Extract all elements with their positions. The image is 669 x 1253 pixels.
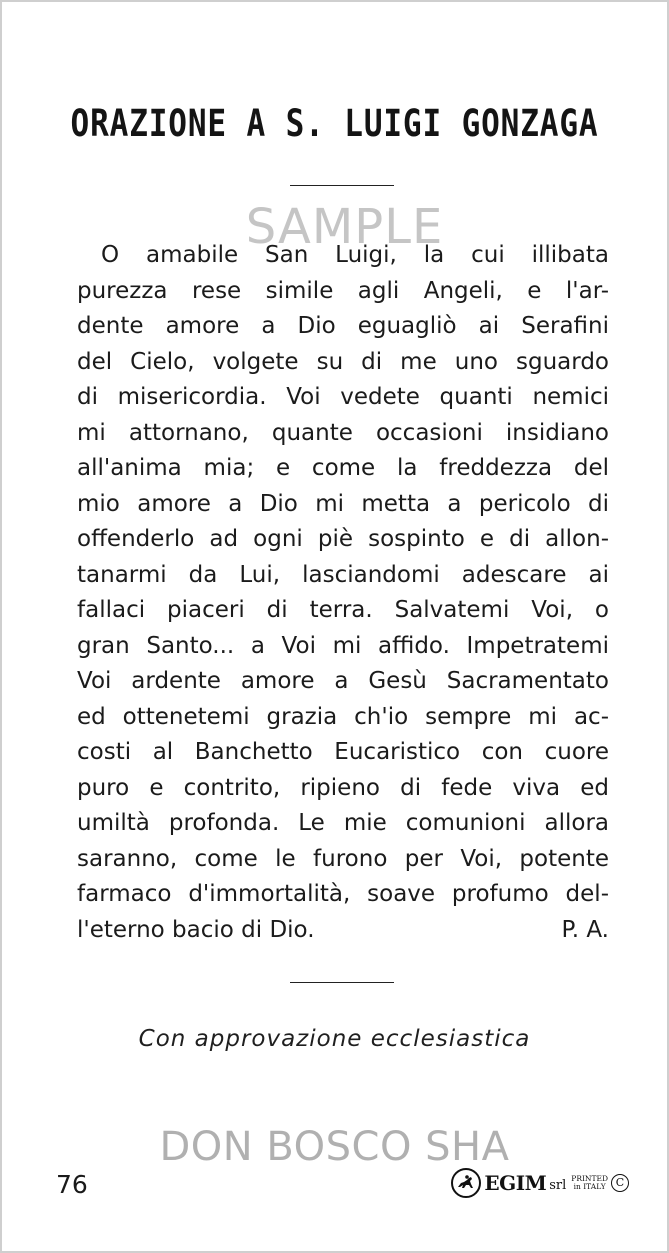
publisher-suffix: srl (549, 1178, 567, 1193)
prayer-line: saranno, come le furono per Voi, potente (77, 845, 609, 872)
prayer-line: Voi ardente amore a Gesù Sacramentato (77, 668, 609, 694)
prayer-line: umiltà profonda. Le mie comunioni allora (77, 810, 609, 836)
printed-in-italy (571, 1175, 608, 1191)
prayer-line: offenderlo ad ogni piè sospinto e di allon- (77, 526, 609, 552)
prayer-last-line: l'eterno bacio di Dio. (77, 916, 315, 943)
prayer-line: di misericordia. Voi vedete quanti nemici (77, 384, 609, 410)
top-divider (290, 185, 394, 186)
prayer-line: mi attornano, quante occasioni insidiano (77, 419, 609, 446)
prayer-line: fallaci piaceri di terra. Salvatemi Voi, o (77, 597, 609, 623)
approval-note: Con approvazione ecclesiastica (138, 1026, 531, 1052)
prayer-title: ORAZIONE A S. LUIGI GONZAGA (70, 102, 599, 145)
printed-line-1: PRINTED (571, 1174, 608, 1183)
publisher-logo (451, 1168, 629, 1198)
prayer-line: del Cielo, volgete su di me uno sguardo (77, 348, 609, 375)
prayer-line: tanarmi da Lui, lasciandomi adescare ai (77, 561, 609, 588)
prayer-line: purezza rese simile agli Angeli, e l'ar- (77, 277, 609, 304)
prayer-line: ed ottenetemi grazia ch'io sempre mi ac- (77, 703, 609, 730)
publisher-name: EGIM (484, 1171, 547, 1195)
copyright-icon: C (611, 1174, 629, 1192)
signature: P. A. (561, 916, 609, 943)
bottom-divider (290, 982, 394, 983)
prayer-line: farmaco d'immortalità, soave profumo del- (77, 881, 609, 907)
prayer-line: mio amore a Dio mi metta a pericolo di (77, 490, 609, 517)
prayer-line: puro e contrito, ripieno di fede viva ed (77, 774, 609, 801)
shop-watermark: DON BOSCO SHA (159, 1124, 510, 1170)
page-number: 76 (56, 1170, 88, 1199)
horse-rider-emblem-icon (451, 1168, 481, 1198)
prayer-line: O amabile San Luigi, la cui illibata (101, 242, 609, 268)
prayer-line: costi al Banchetto Eucaristico con cuore (77, 739, 609, 765)
prayer-body (77, 238, 609, 948)
sample-watermark: SAMPLE (245, 199, 444, 255)
prayer-final-line (77, 913, 609, 949)
prayer-line: all'anima mia; e come la freddezza del (77, 455, 609, 481)
prayer-line: gran Santo... a Voi mi affido. Impetratemi (77, 632, 609, 659)
prayer-line: dente amore a Dio eguagliò ai Serafini (77, 313, 609, 339)
printed-line-2: in ITALY (573, 1182, 606, 1191)
